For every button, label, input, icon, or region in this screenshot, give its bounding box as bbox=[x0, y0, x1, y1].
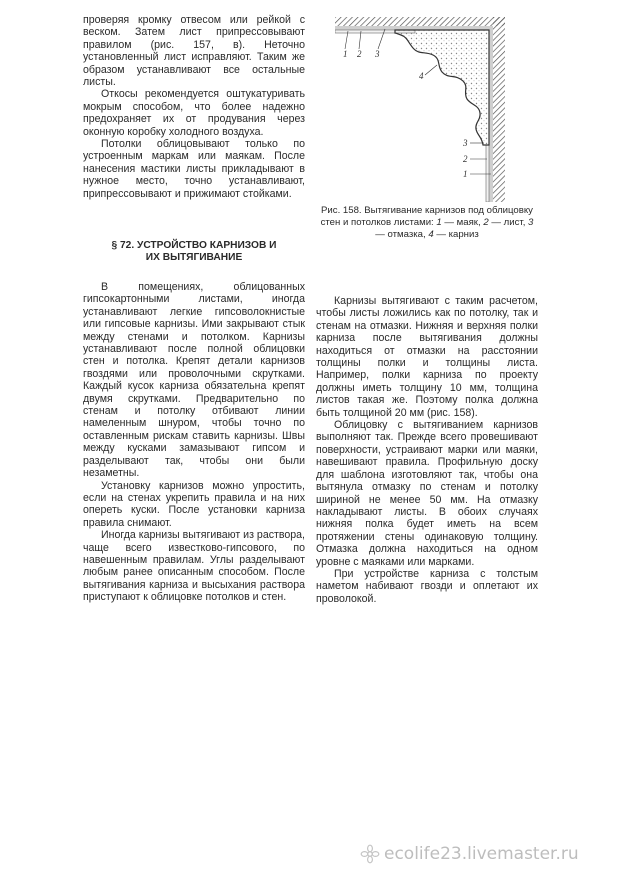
left-column-bottom bbox=[83, 281, 305, 604]
left-column-top bbox=[83, 14, 305, 200]
paragraph: Карнизы вытягивают с таким расчетом, чтобы листы ложились как по потолку, так и стенам на отмазки. Нижняя и верхняя полки карниза после вытягивания должны находиться от отмазки на расстоянии толщины полки и толщины листа. Например, полки карниза по проекту должны иметь толщину 10 мм, толщина листов такая же. Поэтому полка должна быть толщиной 20 мм (рис. 158). bbox=[316, 295, 538, 419]
section-heading-line-1: § 72. УСТРОЙСТВО КАРНИЗОВ И bbox=[111, 240, 277, 251]
paragraph: Облицовку с вытягиванием карнизов выполняют так. Прежде всего провешивают поверхности, устраивают марки или маяки, навешивают правила. Профильную доску для шаблона изготовляют так, чтобы она вытянула отмазку по стенам и потолку шириной не менее 50 мм. На отмазку накладывают листы. В обоих случаях нижняя полка будет иметь на всем протяжении стены одинаковую толщину. Отмазка должна находиться на одном уровне с маяками или марками. bbox=[316, 419, 538, 568]
caption-prefix: Рис. 158. Вытягивание карнизов под облицовку стен и потолков листами: bbox=[320, 205, 533, 228]
wall-sheet bbox=[486, 145, 489, 202]
caption-term: — отмазка, bbox=[375, 228, 426, 240]
leader-line bbox=[359, 31, 361, 49]
cornice-body bbox=[395, 30, 489, 145]
section-heading-line-2: ИХ ВЫТЯГИВАНИЕ bbox=[145, 252, 243, 264]
paragraph: проверяя кромку отвесом или рейкой с веском. Затем лист припрессовывают правилом (рис. 157, в). Неточно установленный лист исправляют. Таким же образом устанавливают все остальные листы. bbox=[83, 14, 305, 89]
caption-num: 4 bbox=[428, 228, 434, 240]
caption-term: — маяк, bbox=[444, 216, 481, 228]
caption-num: 2 bbox=[483, 216, 489, 228]
paragraph: Откосы рекомендуется оштукатуривать мокрым способом, что более надежно предохраняет их от продувания через оконную коробку холодного воздуха. bbox=[83, 88, 305, 138]
cornice-diagram bbox=[335, 17, 505, 202]
paragraph: При устройстве карниза с толстым наметом набивают гвозди и оплетают их проволокой. bbox=[316, 567, 538, 605]
watermark bbox=[360, 842, 610, 866]
leader-line bbox=[425, 65, 437, 75]
figure-caption bbox=[316, 205, 538, 240]
leader-line bbox=[345, 31, 348, 49]
ceiling-slab bbox=[335, 17, 505, 26]
right-column-text bbox=[316, 295, 538, 605]
figure-label-side-1: 1 bbox=[463, 169, 468, 179]
figure-label-top-1: 1 bbox=[343, 49, 348, 59]
figure-label-side-2: 2 bbox=[463, 154, 468, 164]
wall bbox=[493, 17, 505, 202]
flower-icon bbox=[360, 844, 380, 864]
paragraph: В помещениях, облицованных гипсокартонными листами, иногда устанавливают легкие гипсоволокнистые или гипсовые карнизы. Ими закрывают стык между стенами и потолком. Карнизы устанавливают после полной облицовки стен и потолка. Крепят детали карнизов гвоздями или проволочными скрутками. Каждый кусок карниза обязательна крепят двумя скрутками. Предварительно по стенам и потолку отбивают линии намеленным шнуром, чтобы точно по оставленным рискам ставить карнизы. Швы между кусками замазывают гипсом и разделывают так, чтобы они были незаметны. bbox=[83, 281, 305, 480]
caption-num: 3 bbox=[528, 216, 534, 228]
figure-label-side-3: 3 bbox=[463, 138, 468, 148]
paragraph: Иногда карнизы вытягивают из раствора, чаще всего известково-гипсового, по навешенным правилам. Углы разделывают любым ранее описанным способом. После вытягивания карниза и высыхания раствора приступают к облицовке потолков и стен. bbox=[83, 529, 305, 604]
section-heading bbox=[83, 240, 305, 265]
caption-term: — карниз bbox=[436, 228, 479, 240]
paragraph: Потолки облицовывают только по устроенным маркам или маякам. После нанесения мастики листы прикладывают в нужное место, точно устанавливают, припрессовывают и прижимают стойками. bbox=[83, 138, 305, 200]
caption-num: 1 bbox=[436, 216, 442, 228]
figure-label-top-2: 2 bbox=[357, 49, 362, 59]
paragraph: Установку карнизов можно упростить, если на стенах укрепить правила и на них опереть куски. После установки карниза правила снимают. bbox=[83, 479, 305, 529]
figure-158 bbox=[335, 17, 505, 202]
caption-term: — лист, bbox=[491, 216, 526, 228]
watermark-text: ecolife23.livemaster.ru bbox=[384, 844, 579, 864]
figure-label-top-3: 3 bbox=[375, 49, 380, 59]
figure-label-cornice: 4 bbox=[419, 71, 424, 81]
